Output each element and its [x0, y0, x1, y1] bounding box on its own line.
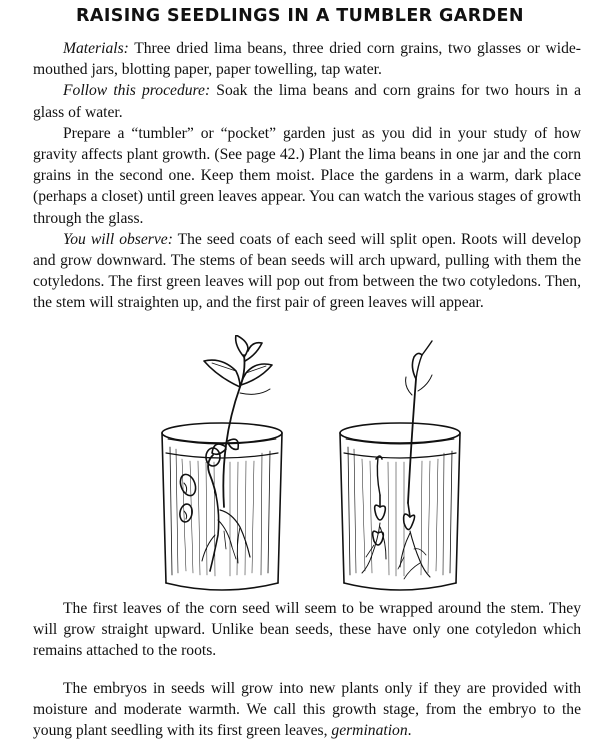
instructions-block	[33, 38, 581, 314]
embryo-end: .	[407, 722, 412, 740]
germination-term: germination	[331, 722, 408, 740]
embryo-text: The embryos in seeds will grow into new plants only if they are provided with moisture and moderate warmth. We call this growth stage, from the embryo to the young plant seedling with its first green leaves,	[33, 679, 581, 740]
procedure-lead: Follow this procedure:	[63, 82, 211, 100]
seedling-illustration	[0, 335, 600, 600]
bean-seedling-glass	[162, 335, 282, 590]
embryo-paragraph	[33, 678, 581, 742]
materials-paragraph	[33, 38, 581, 80]
procedure-paragraph	[33, 80, 581, 122]
procedure-text: Soak the lima beans and corn grains for two hours in a glass of water.	[33, 82, 581, 121]
observe-paragraph	[33, 229, 581, 314]
materials-text: Three dried lima beans, three dried corn grains, two glasses or wide-mouthed jars, blotting paper, paper towelling, tap water.	[33, 40, 581, 79]
materials-lead: Materials:	[63, 40, 129, 57]
page-title: RAISING SEEDLINGS IN A TUMBLER GARDEN	[76, 6, 524, 26]
corn-paragraph: The first leaves of the corn seed will seem to be wrapped around the stem. They will grow straight upward. Unlike bean seeds, these have only one cotyledon which remains attached to the roots.	[33, 600, 581, 660]
conclusion-block	[33, 598, 581, 741]
prepare-paragraph: Prepare a “tumbler” or “pocket” garden just as you did in your study of how gravity affects plant growth. (See page 42.) Plant the lima beans in one jar and the corn grains in the second one. Keep them moist. Place the gardens in a warm, dark place (perhaps a closet) until green leaves appear. You can watch the various stages of growth through the glass.	[33, 124, 581, 227]
corn-seedling-glass	[340, 341, 460, 590]
observe-lead: You will observe:	[63, 230, 173, 248]
observe-text: The seed coats of each seed will split open. Roots will develop and grow downward. The stems of bean seeds will arch upward, pulling with them the cotyledons. The first green leaves will pop out from between the two cotyledons. Then, the stem will straighten up, and the first pair of green leaves will appear.	[33, 230, 581, 312]
